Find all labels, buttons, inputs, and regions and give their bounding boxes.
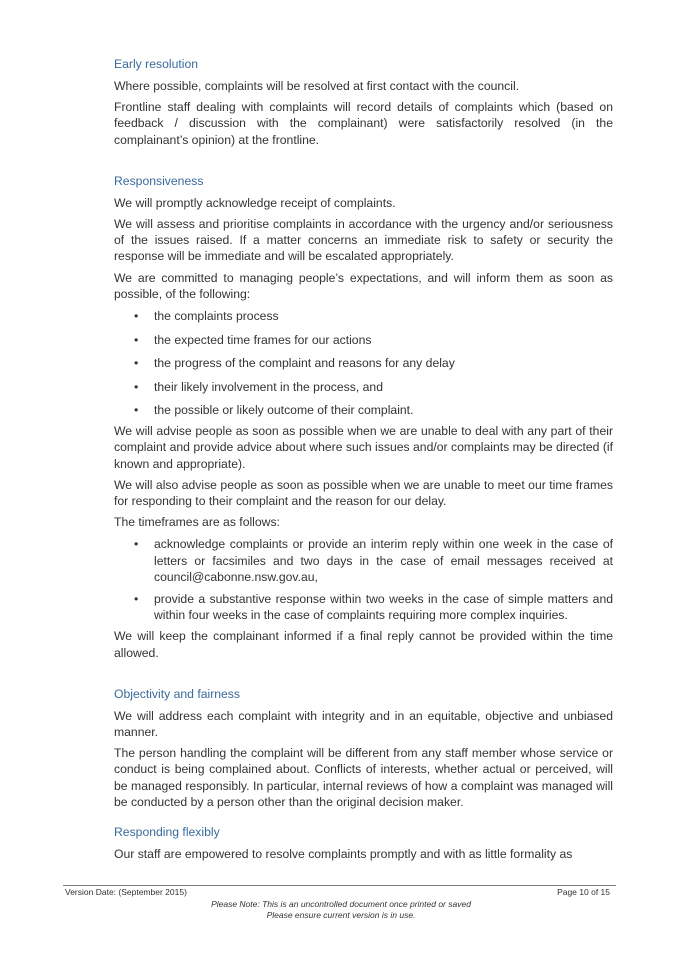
list-item-text: the possible or likely outcome of their complaint. bbox=[154, 403, 414, 418]
paragraph: Our staff are empowered to resolve complaints promptly and with as little formality as bbox=[114, 847, 573, 862]
list-item-text: their likely involvement in the process, and bbox=[154, 379, 383, 394]
bullet-icon: • bbox=[134, 592, 139, 607]
paragraph: We will assess and prioritise complaints in accordance with the urgency and/or seriousness of the issues raised. If a matter concerns an immediate risk to safety or security the response will be immediate and will be escalated appropriately. bbox=[114, 217, 613, 264]
footer-page-number: Page 10 of 15 bbox=[557, 887, 610, 897]
paragraph: We are committed to managing people’s expectations, and will inform them as soon as possible, of the following: bbox=[114, 270, 613, 301]
section-heading: Responding flexibly bbox=[114, 825, 220, 840]
paragraph: Where possible, complaints will be resolved at first contact with the council. bbox=[114, 79, 520, 93]
list-item bbox=[114, 591, 613, 623]
list-item-text: provide a substantive response within two weeks in the case of simple matters and within four weeks in the case of complaints requiring more complex inquiries. bbox=[154, 592, 613, 623]
section-early-resolution bbox=[114, 56, 613, 148]
paragraph: We will address each complaint with integrity and in an equitable, objective and unbiased manner. bbox=[114, 708, 613, 740]
list-item bbox=[114, 536, 613, 585]
paragraph: We will promptly acknowledge receipt of complaints. bbox=[114, 195, 396, 210]
bullet-icon: • bbox=[134, 403, 139, 418]
list-item bbox=[114, 379, 613, 395]
list-item bbox=[114, 332, 613, 348]
list-item bbox=[114, 402, 613, 418]
bullet-icon: • bbox=[134, 379, 139, 394]
page-content bbox=[114, 56, 613, 862]
paragraph: We will also advise people as soon as possible when we are unable to meet our time frames for responding to their complaint and the reason for our delay. bbox=[114, 477, 613, 509]
section-heading: Responsiveness bbox=[114, 173, 204, 188]
section-objectivity-fairness bbox=[114, 686, 613, 810]
section-heading: Early resolution bbox=[114, 57, 198, 71]
footer-note: Please Note: This is an uncontrolled document once printed or saved bbox=[211, 899, 471, 909]
list-item-text: the expected time frames for our actions bbox=[154, 332, 372, 347]
section-responding-flexibly bbox=[114, 824, 613, 862]
list-item bbox=[114, 355, 613, 371]
paragraph: The timeframes are as follows: bbox=[114, 515, 280, 530]
paragraph: Frontline staff dealing with complaints will record details of complaints which (based on feedback / discussion with the complainant) were satisfactorily resolved (in the complainant’s opinion) at the frontline. bbox=[114, 100, 613, 147]
bullet-icon: • bbox=[134, 537, 139, 552]
list-item-text: the progress of the complaint and reasons for any delay bbox=[154, 356, 455, 371]
bullet-icon: • bbox=[134, 332, 139, 347]
list-item-text: the complaints process bbox=[154, 309, 279, 324]
bullet-list bbox=[114, 308, 613, 418]
list-item bbox=[114, 308, 613, 324]
bullet-icon: • bbox=[134, 356, 139, 371]
paragraph: We will advise people as soon as possible when we are unable to deal with any part of their complaint and provide advice about where such issues and/or complaints may be directed (if known and appropriate). bbox=[114, 424, 613, 471]
footer-version: Version Date: (September 2015) bbox=[65, 887, 187, 897]
bullet-list bbox=[114, 536, 613, 623]
footer-note: Please ensure current version is in use. bbox=[266, 910, 416, 920]
paragraph: The person handling the complaint will be different from any staff member whose service or conduct is being complained about. Conflicts of interests, whether actual or perceived, will be managed responsibly. In particular, internal reviews of how a complaint was managed will be conducted by a person other than the original decision maker. bbox=[114, 746, 613, 809]
list-item-text: acknowledge complaints or provide an interim reply within one week in the case of letters or facsimiles and two days in the case of email messages received at council@cabonne.nsw.gov.au, bbox=[154, 537, 613, 584]
paragraph: We will keep the complainant informed if a final reply cannot be provided within the time allowed. bbox=[114, 629, 613, 660]
section-heading: Objectivity and fairness bbox=[114, 686, 240, 701]
bullet-icon: • bbox=[134, 309, 139, 324]
footer-divider bbox=[63, 885, 616, 886]
section-responsiveness bbox=[114, 173, 613, 661]
